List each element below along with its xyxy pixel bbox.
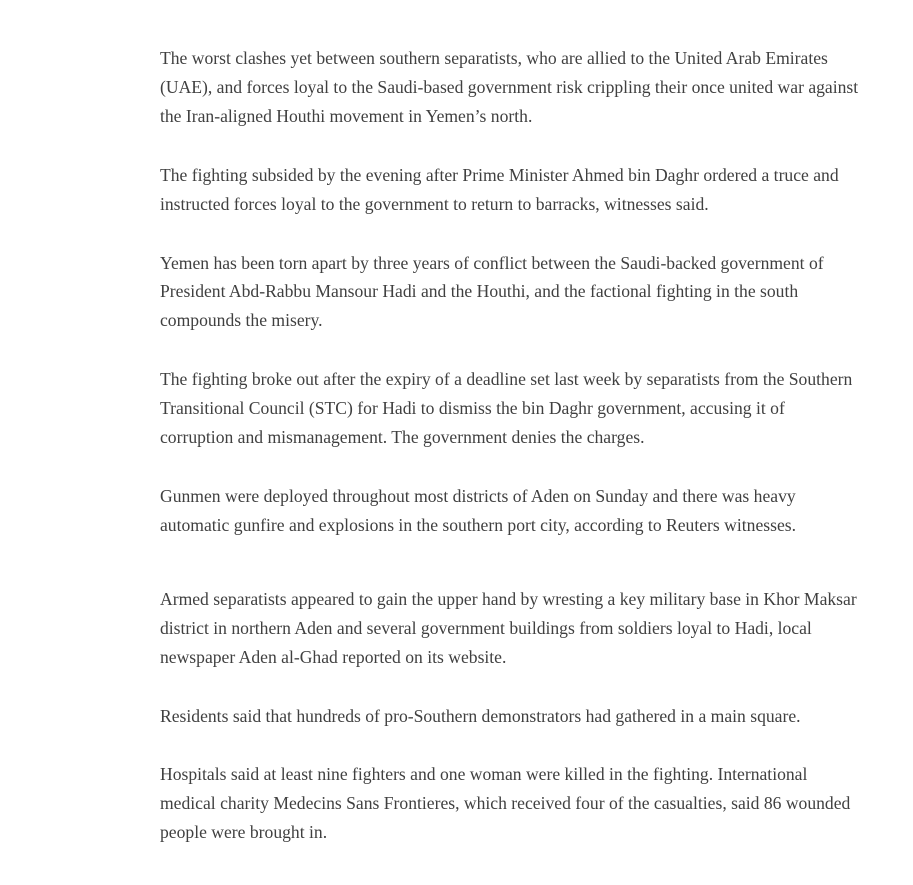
- article-paragraph: The fighting subsided by the evening after Prime Minister Ahmed bin Daghr ordered a truce and instructed forces loyal to the government to return to barracks, witnesses said.: [160, 164, 839, 214]
- article-paragraph: Hospitals said at least nine fighters and one woman were killed in the fighting. International medical charity Medecins Sans Frontieres, which received four of the casualties, said 86 wounded people were brought in.: [160, 764, 851, 843]
- article-paragraph: The fighting broke out after the expiry of a deadline set last week by separatists from the Southern Transitional Council (STC) for Hadi to dismiss the bin Daghr government, accusing it of corruption and mismanagement. The government denies the charges.: [160, 369, 853, 448]
- article-paragraph: The worst clashes yet between southern separatists, who are allied to the United Arab Emirates (UAE), and forces loyal to the Saudi-based government risk crippling their once united war against the Iran-aligned Houthi movement in Yemen’s north.: [160, 48, 859, 126]
- article-paragraph: Gunmen were deployed throughout most districts of Aden on Sunday and there was heavy automatic gunfire and explosions in the southern port city, according to Reuters witnesses.: [160, 485, 796, 535]
- article-paragraph: Yemen has been torn apart by three years of conflict between the Saudi-backed government of President Abd-Rabbu Mansour Hadi and the Houthi, and the factional fighting in the south compounds the misery.: [160, 252, 824, 331]
- article-body: [160, 44, 860, 877]
- article-paragraph: Residents said that hundreds of pro-Southern demonstrators had gathered in a main square.: [160, 705, 801, 726]
- article-paragraph: Armed separatists appeared to gain the upper hand by wresting a key military base in Khor Maksar district in northern Aden and several government buildings from soldiers loyal to Hadi, local newspaper Aden al-Ghad reported on its website.: [160, 588, 857, 667]
